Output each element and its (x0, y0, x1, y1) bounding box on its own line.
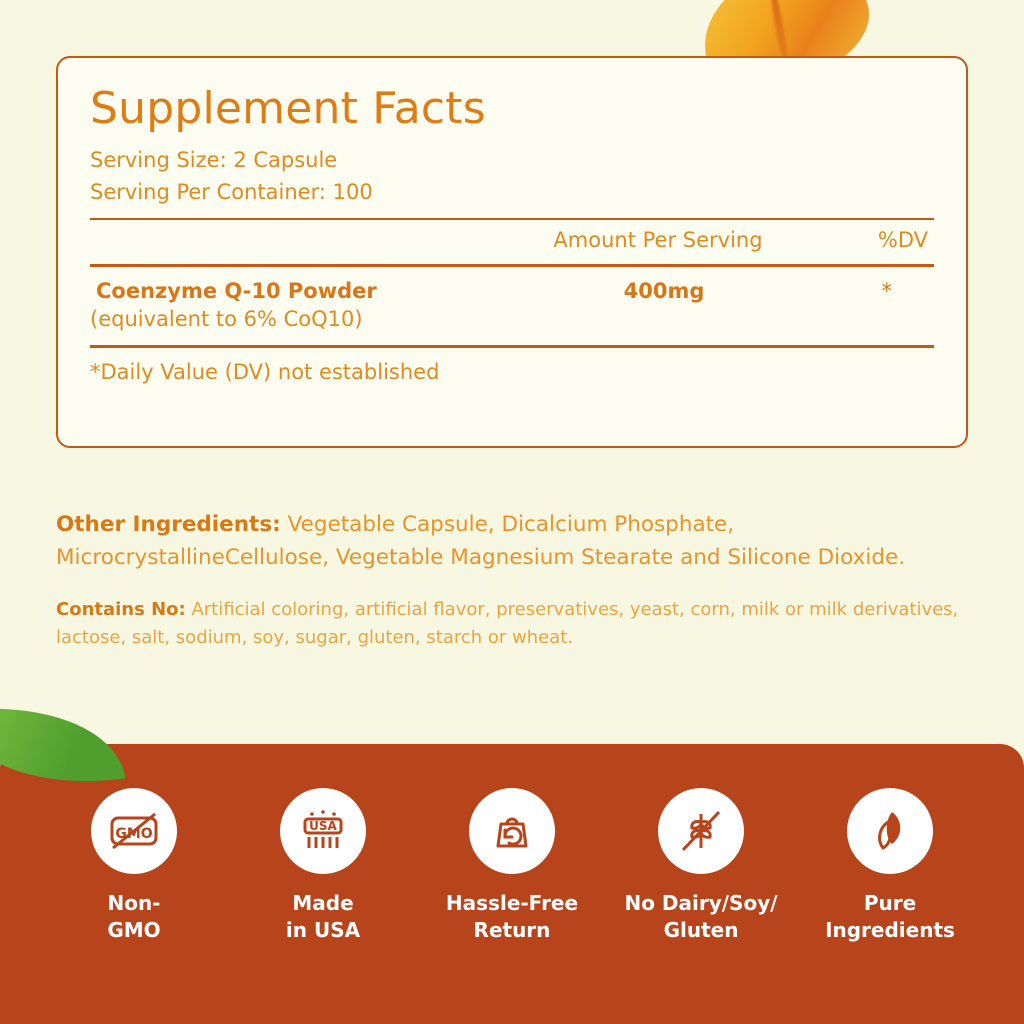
badge-label-line1: Pure (863, 891, 917, 915)
badge-label-line2: in USA (285, 918, 361, 942)
serving-size: Serving Size: 2 Capsule (90, 148, 338, 172)
contains-no-label: Contains No: (56, 599, 186, 620)
supplement-facts-panel (56, 56, 968, 448)
badge-label-line2: GMO (107, 918, 161, 942)
badge-no-dairy-soy-gluten (613, 788, 789, 1024)
table-row (90, 267, 934, 303)
nutrient-amount: 400mg (623, 279, 705, 303)
contains-no-text: Artificial coloring, artificial flavor, preservatives, yeast, corn, milk or milk derivatives, lactose, salt, sodium, soy, sugar, gluten, starch or wheat. (56, 599, 959, 648)
badge-label (624, 890, 777, 944)
hassle-free-return-icon (469, 788, 555, 874)
badge-label-line2: Gluten (663, 918, 739, 942)
badge-label-line2: Ingredients (825, 918, 955, 942)
made-in-usa-icon (280, 788, 366, 874)
badge-label-line1: Hassle-Free (445, 891, 579, 915)
badge-pure-ingredients (802, 788, 978, 1024)
pure-ingredients-icon (847, 788, 933, 874)
other-ingredients-label: Other Ingredients: (56, 512, 281, 537)
nutrient-name: Coenzyme Q-10 Powder (96, 279, 377, 303)
nutrient-subtext: (equivalent to 6% CoQ10) (90, 307, 363, 331)
contains-no-paragraph (56, 596, 968, 652)
serving-per-container: Serving Per Container: 100 (90, 180, 373, 204)
other-ingredients-text: Vegetable Capsule, Dicalcium Phosphate, MicrocrystallineCellulose, Vegetable Magnesium Stearate and Silicone Dioxide. (56, 512, 906, 570)
badge-label (446, 890, 578, 944)
other-ingredients-paragraph (56, 508, 968, 574)
ingredients-section (56, 508, 968, 652)
column-header-dv: %DV (877, 228, 928, 252)
badge-label-line1: Non- (107, 891, 161, 915)
badge-made-in-usa (235, 788, 411, 1024)
page-title: Supplement Facts (90, 83, 486, 134)
daily-value-footnote: *Daily Value (DV) not established (90, 360, 440, 384)
svg-text:GMO: GMO (115, 826, 153, 842)
no-dairy-soy-gluten-icon (658, 788, 744, 874)
badge-non-gmo (46, 788, 222, 1024)
svg-text:USA: USA (309, 819, 337, 833)
badge-label-line1: No Dairy/Soy/ (624, 891, 778, 915)
badge-label (825, 890, 955, 944)
trust-badge-bar (0, 744, 1024, 1024)
nutrient-dv: * (881, 279, 892, 303)
badge-label-line1: Made (292, 891, 354, 915)
badge-hassle-free-return (424, 788, 600, 1024)
facts-header-row (90, 220, 934, 258)
badge-label (107, 890, 160, 944)
badge-label (286, 890, 360, 944)
badge-label-line2: Return (473, 918, 551, 942)
column-header-amount: Amount Per Serving (553, 228, 763, 252)
non-gmo-icon (91, 788, 177, 874)
